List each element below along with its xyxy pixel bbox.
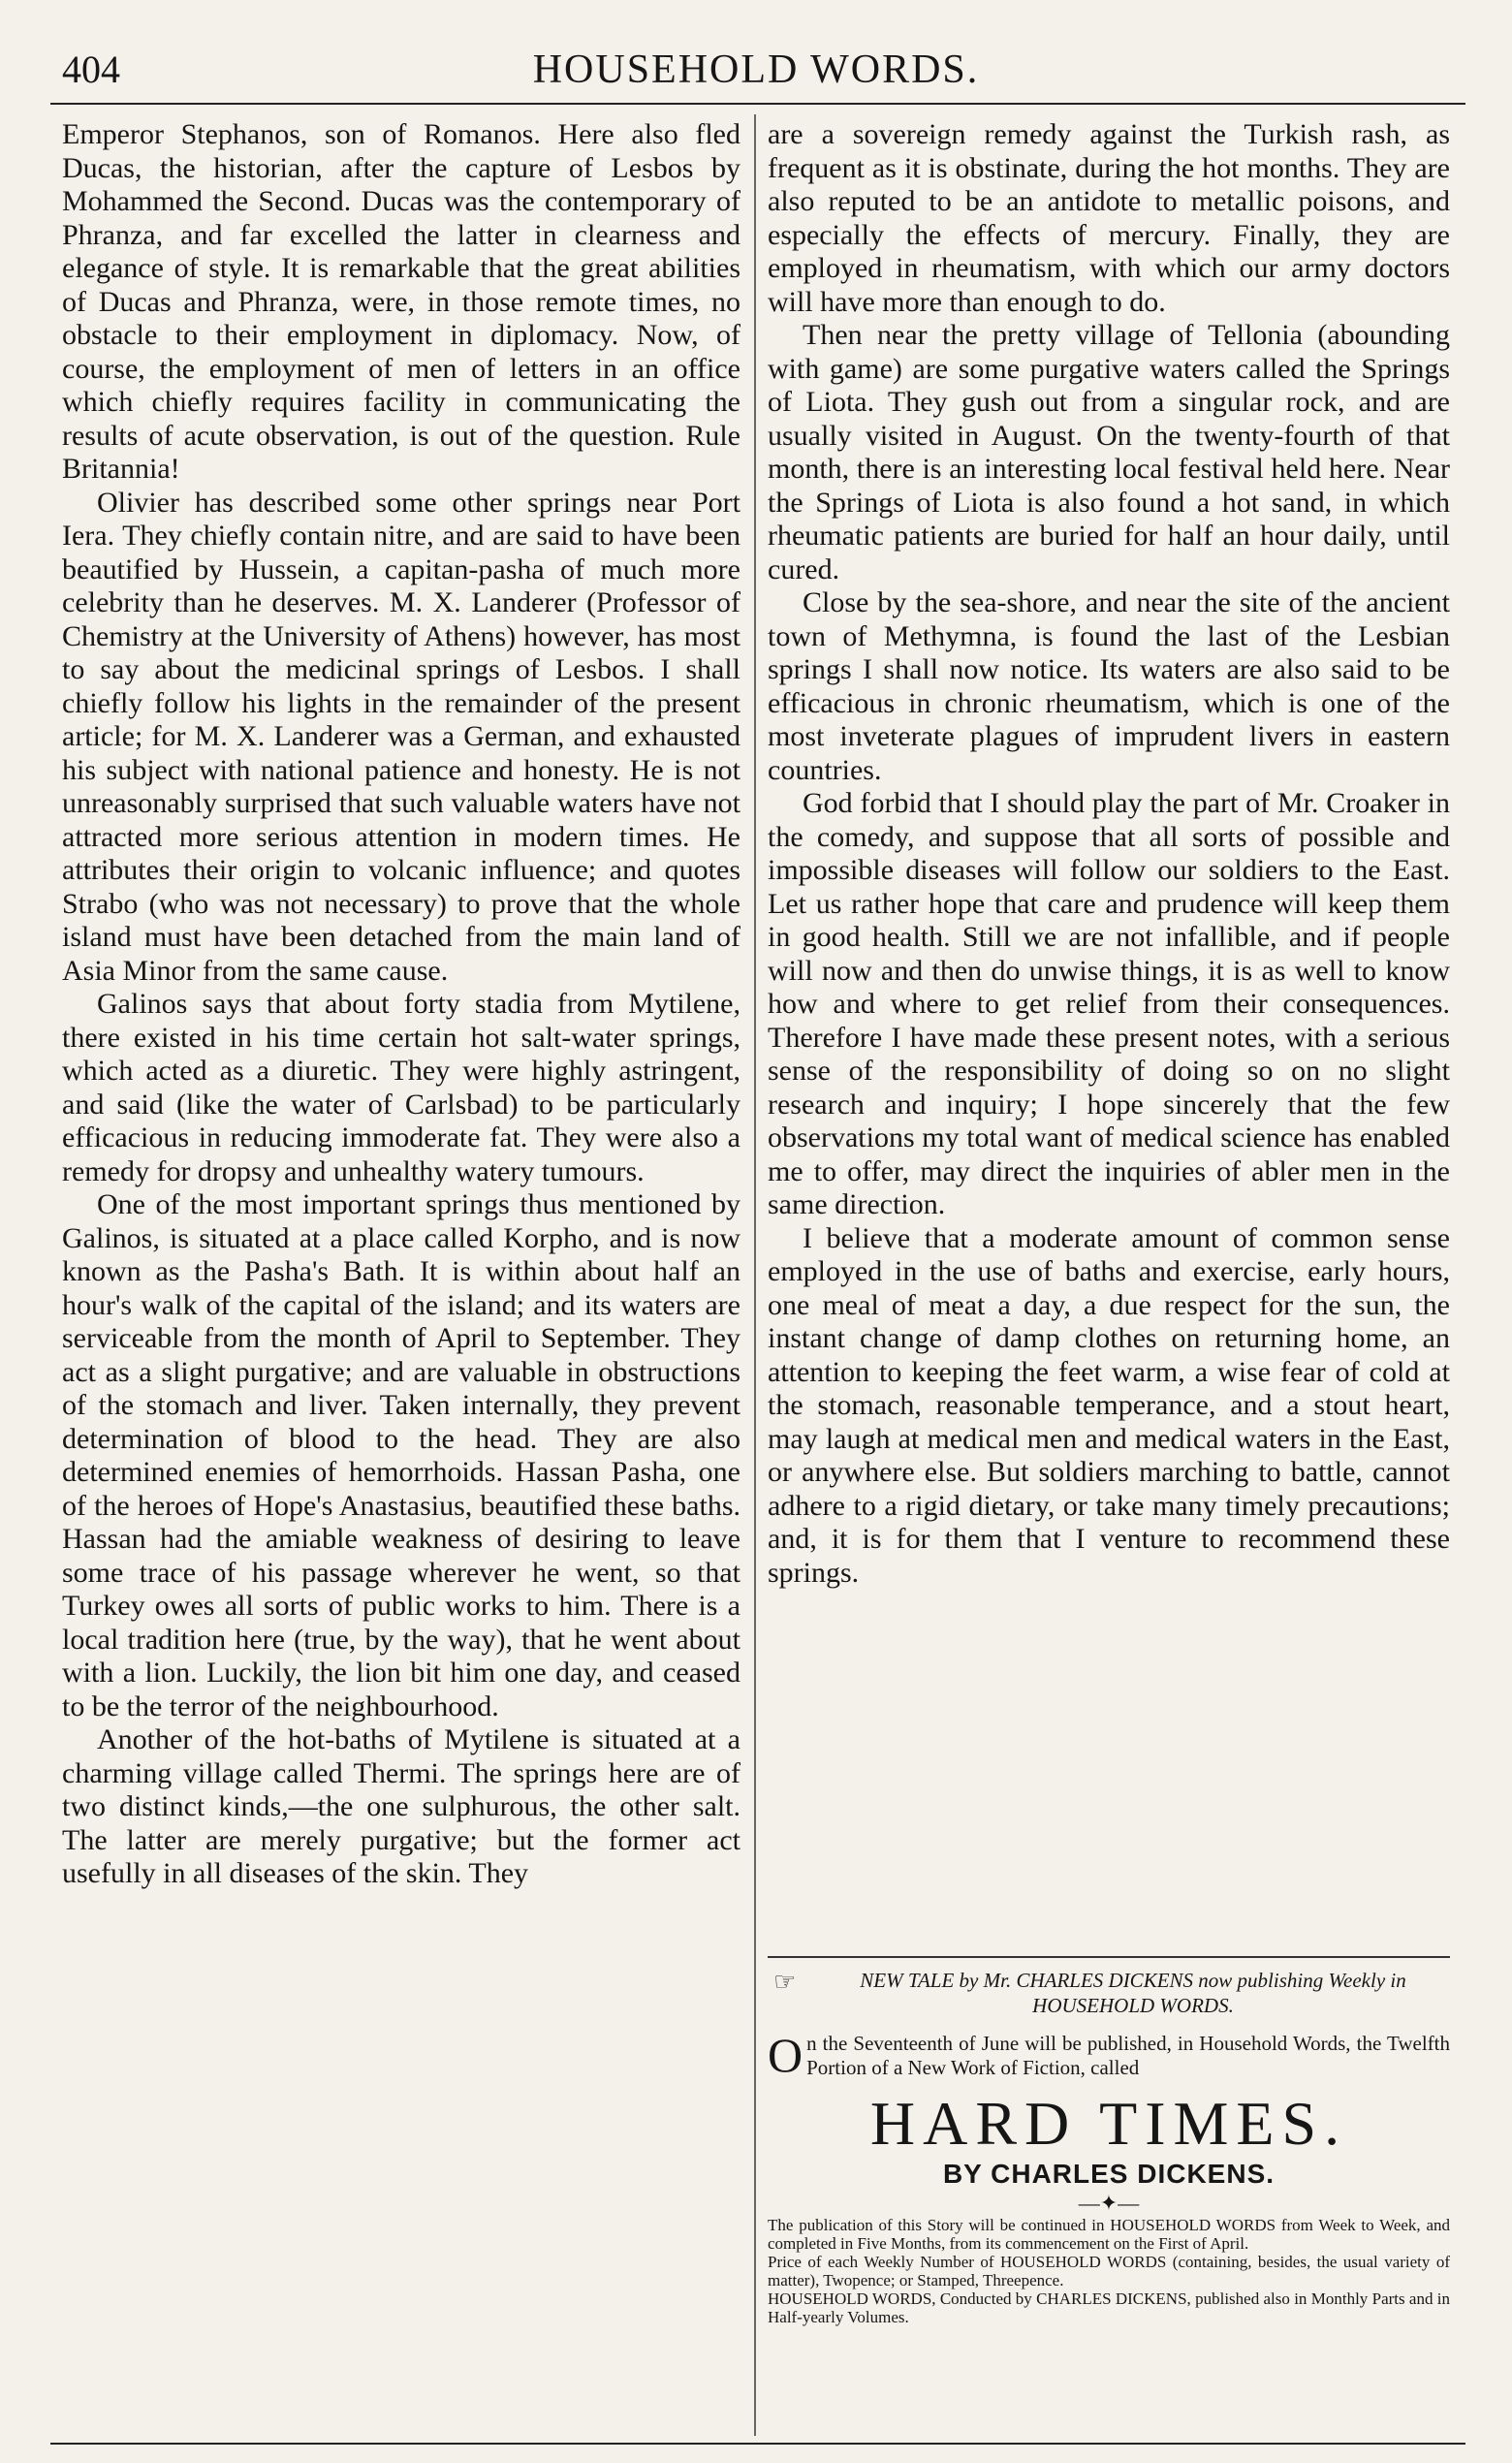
fine-print: The publication of this Story will be continued in HOUSEHOLD WORDS from Week to Week, and completed in Five Months, from its commencement on the First of April. <box>768 2216 1450 2253</box>
paragraph: Another of the hot-baths of Mytilene is situated at a charming village called Thermi. The springs here are of two distinct kinds,—the one sulphurous, the other salt. The latter are merely purgative; but the former act usefully in all diseases of the skin. They <box>62 1723 740 1889</box>
paragraph: are a sovereign remedy against the Turkish rash, as frequent as it is obstinate, during the hot months. They are also reputed to be an antidote to metallic poisons, and especially the effects of mercury. Finally, they are employed in rheumatism, with which our army doctors will have more than enough to do. <box>768 118 1450 318</box>
notice-rule <box>768 1956 1450 1958</box>
page-header <box>48 39 1464 97</box>
column-divider <box>754 114 756 2436</box>
footer-rule <box>50 2443 1465 2445</box>
novel-byline: BY CHARLES DICKENS. <box>942 2159 1276 2189</box>
paragraph: One of the most important springs thus mentioned by Galinos, is situated at a place called Korpho, and is now known as the Pasha's Bath. It is within about half an hour's walk of the capital of the island; and its waters are serviceable from the month of April to September. They act as a slight purgative; and are valuable in obstructions of the stomach and liver. Taken internally, they prevent determination of blood to the head. They are also determined enemies of hemorrhoids. Hassan Pasha, one of the heroes of Hope's Anastasius, beautified these baths. Hassan had the amiable weakness of desiring to leave some trace of his passage wherever he went, so that Turkey owes all sorts of public works to him. There is a local tradition here (true, by the way), that he went about with a lion. Luckily, the lion bit him one day, and ceased to be the terror of the neighbourhood. <box>62 1188 740 1722</box>
page-number: 404 <box>62 47 120 91</box>
ornament-divider: —✦— <box>1078 2191 1140 2215</box>
novel-title: HARD TIMES. <box>869 2089 1348 2158</box>
pointing-hand-icon: ☞ <box>773 1968 797 1996</box>
paragraph: Then near the pretty village of Tellonia (abounding with game) are some purgative waters called the Springs of Liota. They gush out from a singular rock, and are usually visited in August. On the twenty-fourth of that month, there is an interesting local festival held here. Near the Springs of Liota is also found a hot sand, in which rheumatic patients are buried for half an hour daily, until cured. <box>768 319 1450 585</box>
header-rule <box>50 103 1465 105</box>
paragraph: God forbid that I should play the part of Mr. Croaker in the comedy, and suppose that all sorts of possible and impossible diseases will follow our soldiers to the East. Let us rather hope that care and prudence will keep them in good health. Still we are not infallible, and if people will now and then do unwise things, it is as well to know how and where to get relief from their consequences. Therefore I have made these present notes, with a serious sense of the responsibility of doing so on no slight research and inquiry; I hope sincerely that the few observations my total want of medical science has enabled me to offer, may direct the inquiries of abler men in the same direction. <box>768 787 1450 1220</box>
paragraph: Olivier has described some other springs near Port Iera. They chiefly contain nitre, and are said to have been beautified by Hussein, a capitan-pasha of much more celebrity than he deserves. M. X. Landerer (Professor of Chemistry at the University of Athens) however, has most to say about the medicinal springs of Lesbos. I shall chiefly follow his lights in the remainder of the present article; for M. X. Landerer was a German, and exhausted his subject with national patience and honesty. He is not unreasonably surprised that such valuable waters have not attracted more serious attention in modern times. He attributes their origin to volcanic influence; and quotes Strabo (who was not necessary) to prove that the whole island must have been detached from the main land of Asia Minor from the same cause. <box>62 486 740 987</box>
paragraph: Close by the sea-shore, and near the site of the ancient town of Methymna, is found the last of the Lesbian springs I shall now notice. Its waters are also said to be efficacious in chronic rheumatism, which is one of the most inveterate plagues of imprudent livers in eastern countries. <box>768 586 1450 786</box>
paragraph: Galinos says that about forty stadia from Mytilene, there existed in his time certain hot salt-water springs, which acted as a diuretic. They were highly astringent, and said (like the water of Carlsbad) to be particularly efficacious in reducing immoderate fat. They were also a remedy for dropsy and unhealthy watery tumours. <box>62 988 740 1187</box>
paragraph: I believe that a moderate amount of common sense employed in the use of baths and exercise, early hours, one meal of meat a day, a due respect for the sun, the instant change of damp clothes on returning home, an attention to keeping the feet warm, a wise fear of cold at the stomach, reasonable temperance, and a stout heart, may laugh at medical men and medical waters in the East, or anywhere else. But soldiers marching to battle, cannot adhere to a rigid dietary, or take many timely precautions; and, it is for them that I venture to recommend these springs. <box>768 1221 1450 1589</box>
left-column <box>62 118 740 1891</box>
right-column <box>768 118 1450 1590</box>
notice-announcement <box>768 2028 1450 2082</box>
paragraph: Emperor Stephanos, son of Romanos. Here also fled Ducas, the historian, after the capture of Lesbos by Mohammed the Second. Ducas was the contemporary of Phranza, and far excelled the latter in clearness and elegance of style. It is remarkable that the great abilities of Ducas and Phranza, were, in those remote times, no obstacle to their employment in diplomacy. Now, of course, the employment of men of letters in an office which chiefly requires facility in communicating the results of acute observation, is out of the question. Rule Britannia! <box>62 118 740 485</box>
advertisement-notice <box>768 1956 1450 2326</box>
announcement-text: n the Seventeenth of June will be published, in Household Words, the Twelfth Portion of a New Work of Fiction, called <box>806 2032 1450 2079</box>
running-title: HOUSEHOLD WORDS. <box>532 47 980 92</box>
banner-text: NEW TALE by Mr. CHARLES DICKENS now publishing Weekly in HOUSEHOLD WORDS. <box>860 1969 1406 2017</box>
drop-cap: O <box>768 2028 803 2082</box>
fine-print: Price of each Weekly Number of HOUSEHOLD WORDS (containing, besides, the usual variety of matter), Twopence; or Stamped, Threepence. <box>768 2253 1450 2289</box>
notice-banner <box>768 1968 1450 2018</box>
fine-print: HOUSEHOLD WORDS, Conducted by CHARLES DICKENS, published also in Monthly Parts and in Half-yearly Volumes. <box>768 2289 1450 2326</box>
